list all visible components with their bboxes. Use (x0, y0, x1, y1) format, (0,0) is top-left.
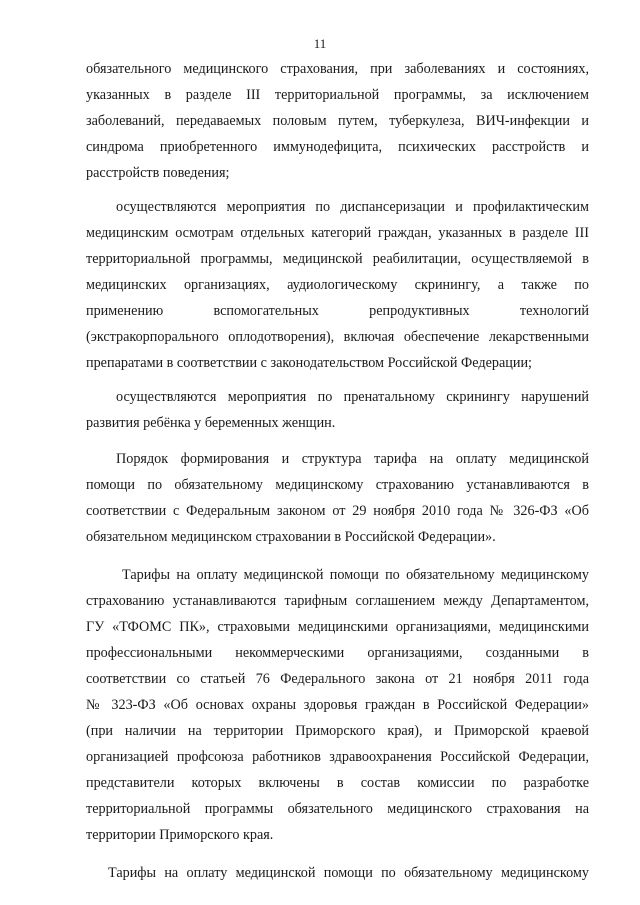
text-line: страхованию устанавливаются тарифным соглашением между Департаментом, (86, 593, 589, 609)
page-number: 11 (313, 36, 327, 51)
text-line: заболеваний, передаваемых половым путем, туберкулеза, ВИЧ-инфекции и (86, 113, 589, 129)
text-line: соответствии с Федеральным законом от 29 ноября 2010 года № 326-ФЗ «Об (86, 503, 589, 519)
text-line: (экстракорпорального оплодотворения), включая обеспечение лекарственными (86, 329, 589, 345)
paragraph (86, 194, 589, 376)
text-line: организацией профсоюза работников здравоохранения Российской Федерации, (86, 749, 589, 765)
text-line: ГУ «ТФОМС ПК», страховыми медицинскими организациями, медицинскими (86, 619, 589, 635)
paragraph (86, 860, 589, 886)
text-line: медицинским осмотрам отдельных категорий граждан, указанных в разделе III (86, 225, 589, 241)
text-line: расстройств поведения; (86, 165, 230, 181)
text-line: осуществляются мероприятия по диспансеризации и профилактическим (116, 199, 589, 215)
text-line: Порядок формирования и структура тарифа на оплату медицинской (116, 451, 589, 467)
text-line: развития ребёнка у беременных женщин. (86, 415, 336, 431)
document-body (86, 56, 589, 886)
paragraph (86, 446, 589, 550)
text-line: (при наличии на территории Приморского края), и Приморской краевой (86, 723, 589, 739)
text-line: осуществляются мероприятия по пренатальному скринингу нарушений (116, 389, 589, 405)
text-line: территории Приморского края. (86, 827, 274, 843)
text-line: Тарифы на оплату медицинской помощи по обязательному медицинскому (108, 865, 589, 881)
paragraph (86, 56, 589, 186)
text-line: указанных в разделе III территориальной программы, за исключением (86, 87, 589, 103)
text-line: профессиональными некоммерческими организациями, созданными в (86, 645, 589, 661)
text-line: препаратами в соответствии с законодательством Российской Федерации; (86, 355, 532, 371)
text-line: территориальной программы обязательного медицинского страхования на (86, 801, 589, 817)
text-line: синдрома приобретенного иммунодефицита, психических расстройств и (86, 139, 589, 155)
paragraph (86, 562, 589, 848)
text-line: применению вспомогательных репродуктивных технологий (86, 303, 589, 319)
text-line: представители которых включены в состав комиссии по разработке (86, 775, 589, 791)
text-line: Тарифы на оплату медицинской помощи по обязательному медицинскому (122, 567, 589, 583)
text-line: обязательного медицинского страхования, при заболеваниях и состояниях, (86, 61, 589, 77)
paragraph (86, 384, 589, 436)
text-line: № 323-ФЗ «Об основах охраны здоровья граждан в Российской Федерации» (86, 697, 589, 713)
text-line: медицинских организациях, аудиологическому скринингу, а также по (86, 277, 589, 293)
text-line: помощи по обязательному медицинскому страхованию устанавливаются в (86, 477, 589, 493)
text-line: обязательном медицинском страховании в Российской Федерации». (86, 529, 496, 545)
text-line: территориальной программы, медицинской реабилитации, осуществляемой в (86, 251, 589, 267)
text-line: соответствии со статьей 76 Федерального закона от 21 ноября 2011 года (86, 671, 589, 687)
